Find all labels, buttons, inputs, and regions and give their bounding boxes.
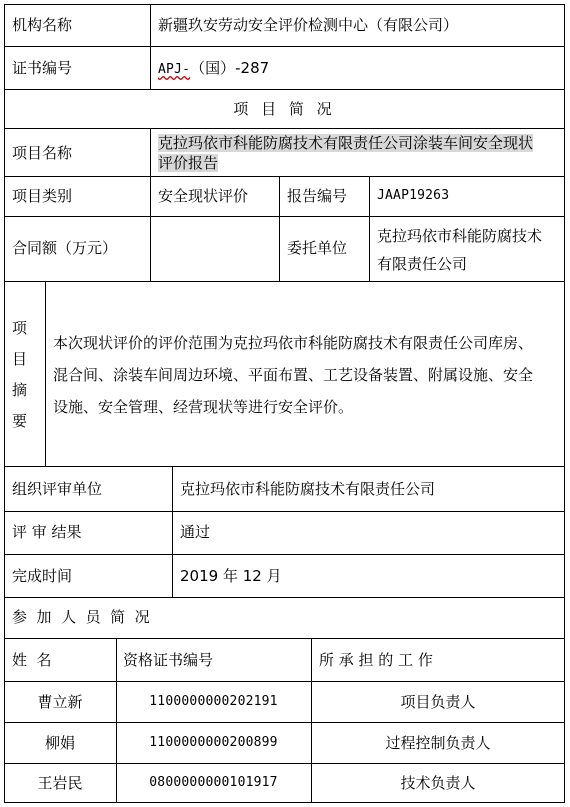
client-line1: 克拉玛依市科能防腐技术 (377, 227, 543, 245)
row-divider (4, 466, 565, 467)
result-label: 评 审 结果 (12, 523, 82, 541)
row-divider (4, 176, 565, 177)
summary-label-char: 要 (12, 412, 28, 430)
summary-label-char: 目 (12, 350, 28, 368)
col-divider (172, 466, 173, 597)
row-divider (4, 638, 565, 639)
row-divider (4, 89, 565, 90)
col-divider (45, 281, 46, 466)
institution-label: 机构名称 (12, 16, 73, 34)
client-line2: 有限责任公司 (377, 255, 468, 273)
participant-cert: 0800000000101917 (149, 775, 278, 790)
report-no-value: JAAP19263 (377, 188, 450, 203)
col-divider (369, 176, 370, 281)
col-role-header: 所 承 担 的 工 作 (319, 651, 433, 669)
row-divider (4, 511, 565, 512)
result-value: 通过 (180, 523, 211, 541)
row-divider (4, 681, 565, 682)
row-divider (4, 722, 565, 723)
row-divider (4, 763, 565, 764)
project-overview-heading: 项 目 简 况 (233, 100, 336, 118)
participant-cert: 1100000000200899 (149, 735, 278, 750)
col-name-header: 姓 名 (12, 651, 52, 669)
participant-cert: 1100000000202191 (149, 694, 278, 709)
client-label: 委托单位 (287, 239, 348, 257)
certificate-value (158, 58, 269, 80)
summary-label-char: 项 (12, 319, 28, 337)
row-divider (4, 597, 565, 598)
summary-line: 本次现状评价的评价范围为克拉玛依市科能防腐技术有限责任公司库房、 (53, 334, 534, 352)
col-divider (150, 4, 151, 89)
participant-role: 项目负责人 (400, 693, 476, 711)
participants-heading: 参 加 人 员 简 况 (12, 608, 150, 626)
participant-name: 王岩民 (37, 774, 83, 792)
summary-label-char: 摘 (12, 381, 28, 399)
institution-value: 新疆玖安劳动安全评价检测中心（有限公司） (158, 16, 459, 34)
col-divider (279, 176, 280, 281)
review-org-label: 组织评审单位 (12, 480, 103, 498)
row-divider (4, 46, 565, 47)
project-name-line1: 克拉玛依市科能防腐技术有限责任公司涂装车间安全现状 (158, 134, 534, 152)
row-divider (4, 554, 565, 555)
row-divider (4, 281, 565, 282)
project-name-label: 项目名称 (12, 144, 73, 162)
row-divider (4, 216, 565, 217)
participant-role: 技术负责人 (400, 774, 476, 792)
completion-label: 完成时间 (12, 567, 73, 585)
summary-line: 设施、安全管理、经营现状等进行安全评价。 (53, 398, 354, 416)
col-cert-header: 资格证书编号 (123, 651, 214, 669)
contract-label: 合同额（万元） (12, 239, 118, 257)
review-org-value: 克拉玛依市科能防腐技术有限责任公司 (180, 480, 436, 498)
participant-name: 柳娟 (44, 734, 75, 752)
completion-value: 2019 年 12 月 (180, 567, 282, 585)
category-label: 项目类别 (12, 187, 73, 205)
project-name-line2: 评价报告 (158, 154, 219, 172)
participant-name: 曹立新 (37, 693, 83, 711)
certificate-rest: （国）-287 (190, 59, 270, 77)
certificate-prefix: APJ- (158, 62, 191, 77)
category-value: 安全现状评价 (158, 187, 249, 205)
participant-role: 过程控制负责人 (385, 734, 491, 752)
report-no-label: 报告编号 (287, 187, 348, 205)
col-divider (150, 128, 151, 281)
row-divider (4, 128, 565, 129)
summary-line: 混合间、涂装车间周边环境、平面布置、工艺设备装置、附属设施、安全 (53, 366, 534, 384)
certificate-label: 证书编号 (12, 59, 73, 77)
